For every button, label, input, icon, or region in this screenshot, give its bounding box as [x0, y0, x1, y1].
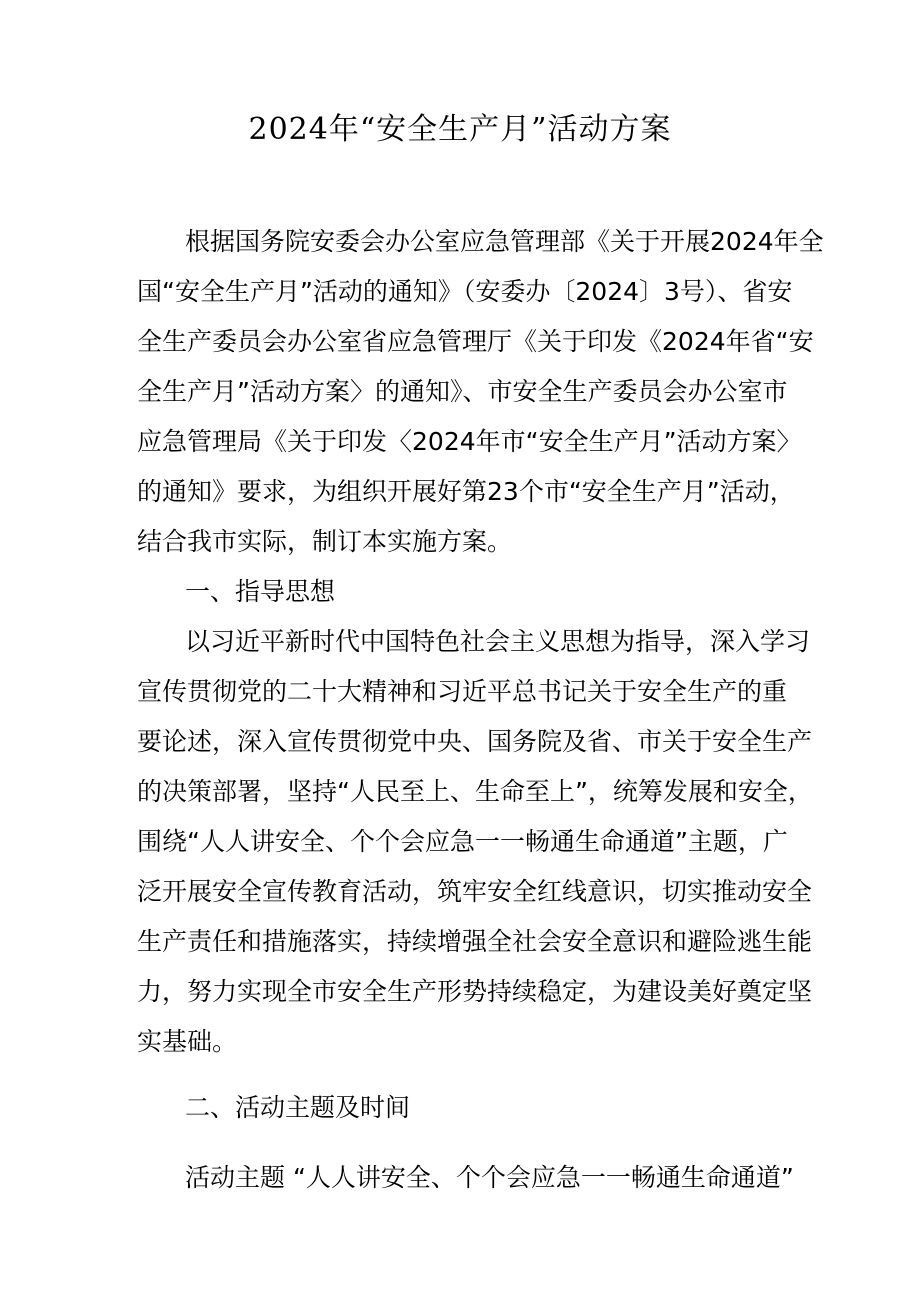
section-1-line-9: 实基础。: [137, 1027, 238, 1056]
intro-line-3: 全生产委员会办公室省应急管理厅《关于印发《2024年省“安: [137, 327, 814, 356]
intro-line-5: 应急管理局《关于印发〈2024年市“安全生产月”活动方案〉: [137, 427, 802, 456]
section-1-line-2: 宣传贯彻党的二十大精神和习近平总书记关于安全生产的重: [137, 677, 788, 706]
document-title: 2024年“安全生产月”活动方案: [248, 112, 672, 147]
section-1-heading: 一、指导思想: [185, 577, 336, 606]
section-1-line-5: 围绕“人人讲安全、个个会应急一一畅通生命通道”主题，广: [137, 827, 788, 856]
intro-line-1: 根据国务院安委会办公室应急管理部《关于开展2024年全: [185, 227, 824, 256]
section-1-line-4: 的决策部署，坚持“人民至上、生命至上”，统筹发展和安全，: [137, 777, 813, 806]
section-1-line-3: 要论述，深入宣传贯彻党中央、国务院及省、市关于安全生产: [137, 727, 813, 756]
section-1-line-8: 力，努力实现全市安全生产形势持续稳定，为建设美好奠定坚: [137, 977, 813, 1006]
intro-line-6: 的通知》要求，为组织开展好第23个市“安全生产月”活动，: [137, 477, 795, 506]
section-2-heading: 二、活动主题及时间: [185, 1093, 411, 1122]
section-2-line-1: 活动主题 “人人讲安全、个个会应急一一畅通生命通道”: [185, 1163, 794, 1192]
intro-line-7: 结合我市实际，制订本实施方案。: [137, 527, 513, 556]
section-1-line-7: 生产责任和措施落实，持续增强全社会安全意识和避险逃生能: [137, 927, 813, 956]
intro-line-2: 国“安全生产月”活动的通知》（安委办〔2024〕3号）、省安: [137, 277, 793, 306]
section-1-line-1: 以习近平新时代中国特色社会主义思想为指导，深入学习: [185, 627, 811, 656]
section-1-line-6: 泛开展安全宣传教育活动，筑牢安全红线意识，切实推动安全: [137, 877, 813, 906]
intro-line-4: 全生产月”活动方案〉的通知》、市安全生产委员会办公室市: [137, 377, 788, 406]
